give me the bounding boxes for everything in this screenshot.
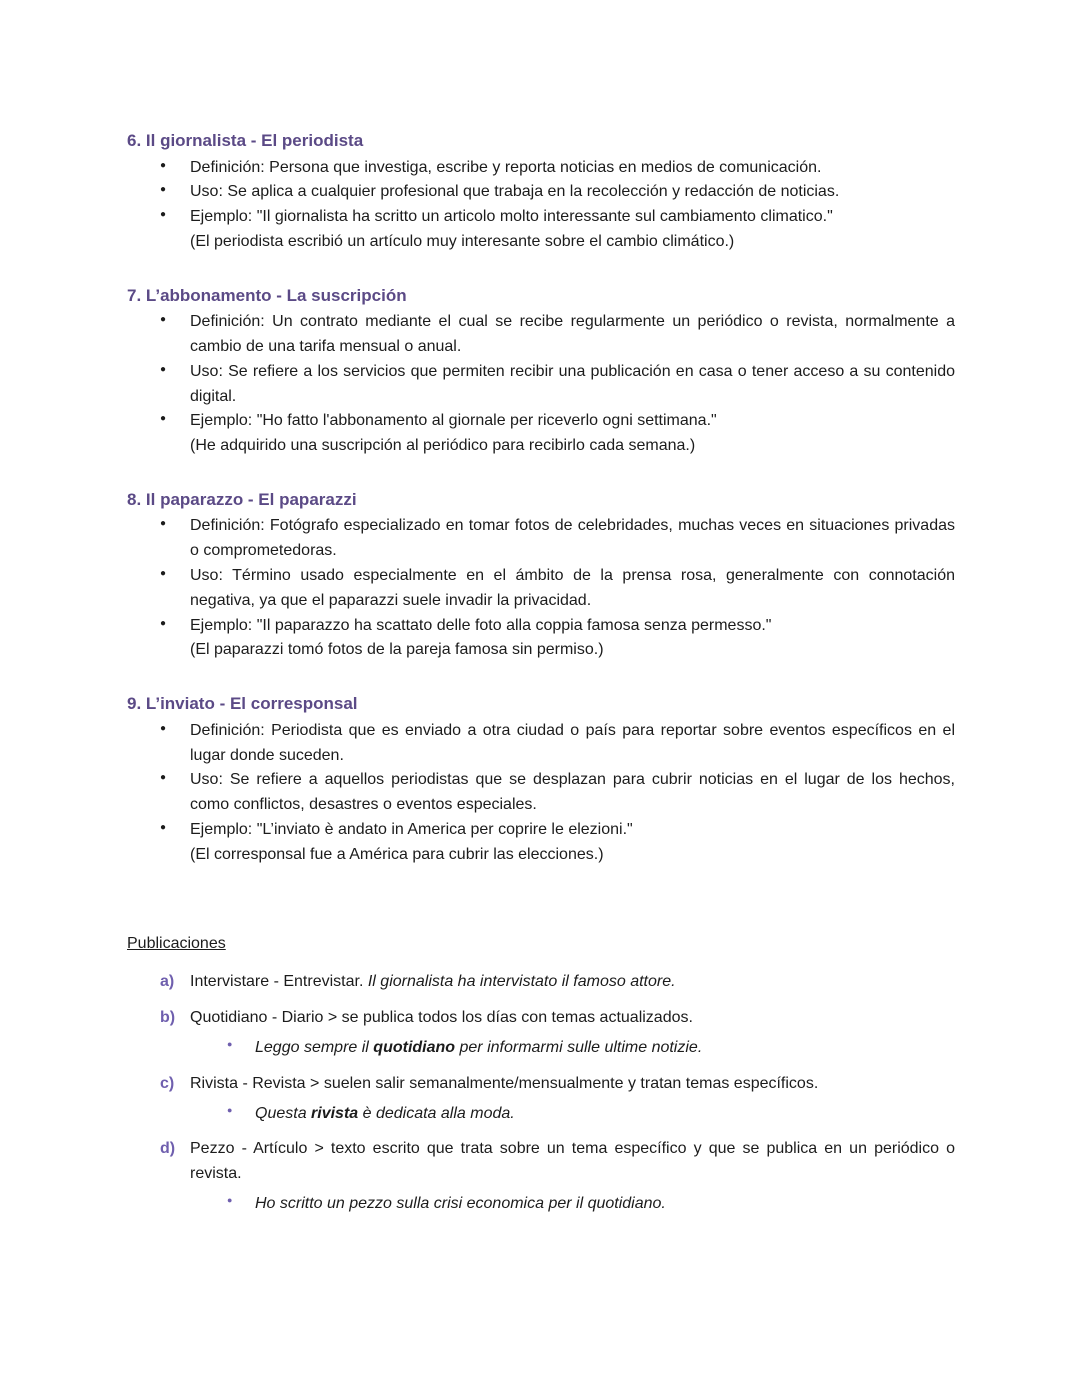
publications-list: [127, 970, 955, 1216]
list-letter: d): [160, 1140, 176, 1158]
publication-example-inline: Il giornalista ha intervistato il famoso attore.: [367, 973, 676, 991]
publication-item-c: [127, 1072, 955, 1127]
section-heading: 7. L’abbonamento - La suscripción: [127, 285, 407, 305]
example-pre: Questa: [255, 1104, 312, 1122]
bullet-item: [190, 719, 955, 769]
bullet-text: Ejemplo: "Il paparazzo ha scattato delle foto alla coppia famosa senza permesso.": [190, 616, 772, 634]
bullet-list: [127, 719, 955, 868]
example-post: è dedicata alla moda.: [358, 1104, 515, 1122]
bullet-text: Definición: Fotógrafo especializado en tomar fotos de celebridades, muchas veces en situaciones privadas o comprometedoras.: [190, 517, 955, 560]
bullet-text: Definición: Un contrato mediante el cual se recibe regularmente un periódico o revista, normalmente a cambio de una tarifa mensual o anual.: [190, 313, 955, 355]
publications-title: Publicaciones: [127, 934, 226, 952]
example-item: [255, 1102, 955, 1127]
publication-item-d: [127, 1137, 955, 1216]
list-letter: c): [160, 1074, 175, 1092]
bullet-text: Uso: Se aplica a cualquier profesional que trabaja en la recolección y redacción de noticias.: [190, 183, 840, 201]
bullet-text: Uso: Término usado especialmente en el ámbito de la prensa rosa, generalmente con connotación negativa, ya que el paparazzi suele invadir la privacidad.: [190, 567, 955, 609]
bullet-text: Ejemplo: "Ho fatto l'abbonamento al giornale per riceverlo ogni settimana.": [190, 412, 717, 430]
bullet-item: [190, 180, 955, 205]
bullet-item: [190, 409, 955, 459]
translation-text: (El paparazzi tomó fotos de la pareja famosa sin permiso.): [190, 641, 604, 659]
bullet-item: [190, 205, 955, 255]
example-item: [255, 1036, 955, 1061]
example-sublist: [190, 1036, 955, 1061]
bullet-item: [190, 818, 955, 868]
vocab-section-8: [127, 487, 955, 663]
example-post: per informarmi sulle ultime notizie.: [455, 1038, 703, 1056]
bullet-text: Ejemplo: "L’inviato è andato in America per coprire le elezioni.": [190, 820, 633, 838]
publication-text: Rivista - Revista > suelen salir semanalmente/mensualmente y tratan temas específicos.: [190, 1074, 819, 1092]
example-item: [255, 1192, 955, 1217]
publications-section: [127, 932, 955, 1217]
list-letter: b): [160, 1009, 176, 1027]
vocab-section-7: [127, 283, 955, 459]
bullet-item: [190, 768, 955, 818]
example-sublist: [190, 1192, 955, 1217]
publication-text: Quotidiano - Diario > se publica todos los días con temas actualizados.: [190, 1009, 693, 1027]
vocab-section-6: [127, 128, 955, 255]
bullet-list: [127, 514, 955, 663]
bullet-list: [127, 156, 955, 255]
publication-text: Pezzo - Artículo > texto escrito que trata sobre un tema específico y que se publica en un periódico o revista.: [190, 1140, 955, 1183]
translation-text: (El periodista escribió un artículo muy interesante sobre el cambio climático.): [190, 232, 735, 250]
bullet-item: [190, 564, 955, 614]
bullet-text: Uso: Se refiere a los servicios que permiten recibir una publicación en casa o tener acceso a su contenido digital.: [190, 362, 955, 405]
bullet-text: Ejemplo: "Il giornalista ha scritto un articolo molto interessante sul cambiamento climatico.": [190, 208, 833, 226]
vocab-section-9: [127, 691, 955, 867]
publication-item-b: [127, 1006, 955, 1061]
bullet-item: [190, 614, 955, 664]
bullet-text: Definición: Persona que investiga, escribe y reporta noticias en medios de comunicación.: [190, 158, 822, 176]
section-heading: 8. Il paparazzo - El paparazzi: [127, 489, 357, 509]
example-sublist: [190, 1102, 955, 1127]
example-bold: quotidiano: [373, 1038, 456, 1056]
bullet-item: [190, 156, 955, 181]
bullet-text: Uso: Se refiere a aquellos periodistas que se desplazan para cubrir noticias en el lugar de los hechos, como conflictos, desastres o eventos especiales.: [190, 771, 955, 814]
section-heading: 9. L’inviato - El corresponsal: [127, 694, 358, 714]
list-letter: a): [160, 973, 175, 991]
example-pre: Leggo sempre il: [255, 1038, 374, 1056]
translation-text: (He adquirido una suscripción al periódico para recibirlo cada semana.): [190, 437, 696, 455]
bullet-list: [127, 310, 955, 459]
bullet-text: Definición: Periodista que es enviado a otra ciudad o país para reportar sobre eventos específicos en el lugar donde suceden.: [190, 721, 955, 764]
section-heading: 6. Il giornalista - El periodista: [127, 131, 364, 150]
bullet-item: [190, 514, 955, 564]
example-bold: rivista: [311, 1104, 359, 1122]
publication-text: Intervistare - Entrevistar.: [190, 973, 368, 991]
bullet-item: [190, 310, 955, 360]
bullet-item: [190, 360, 955, 410]
example-pre: Ho scritto un pezzo sulla crisi economica per il quotidiano.: [255, 1194, 666, 1212]
publication-item-a: [127, 970, 955, 995]
translation-text: (El corresponsal fue a América para cubrir las elecciones.): [190, 845, 604, 863]
